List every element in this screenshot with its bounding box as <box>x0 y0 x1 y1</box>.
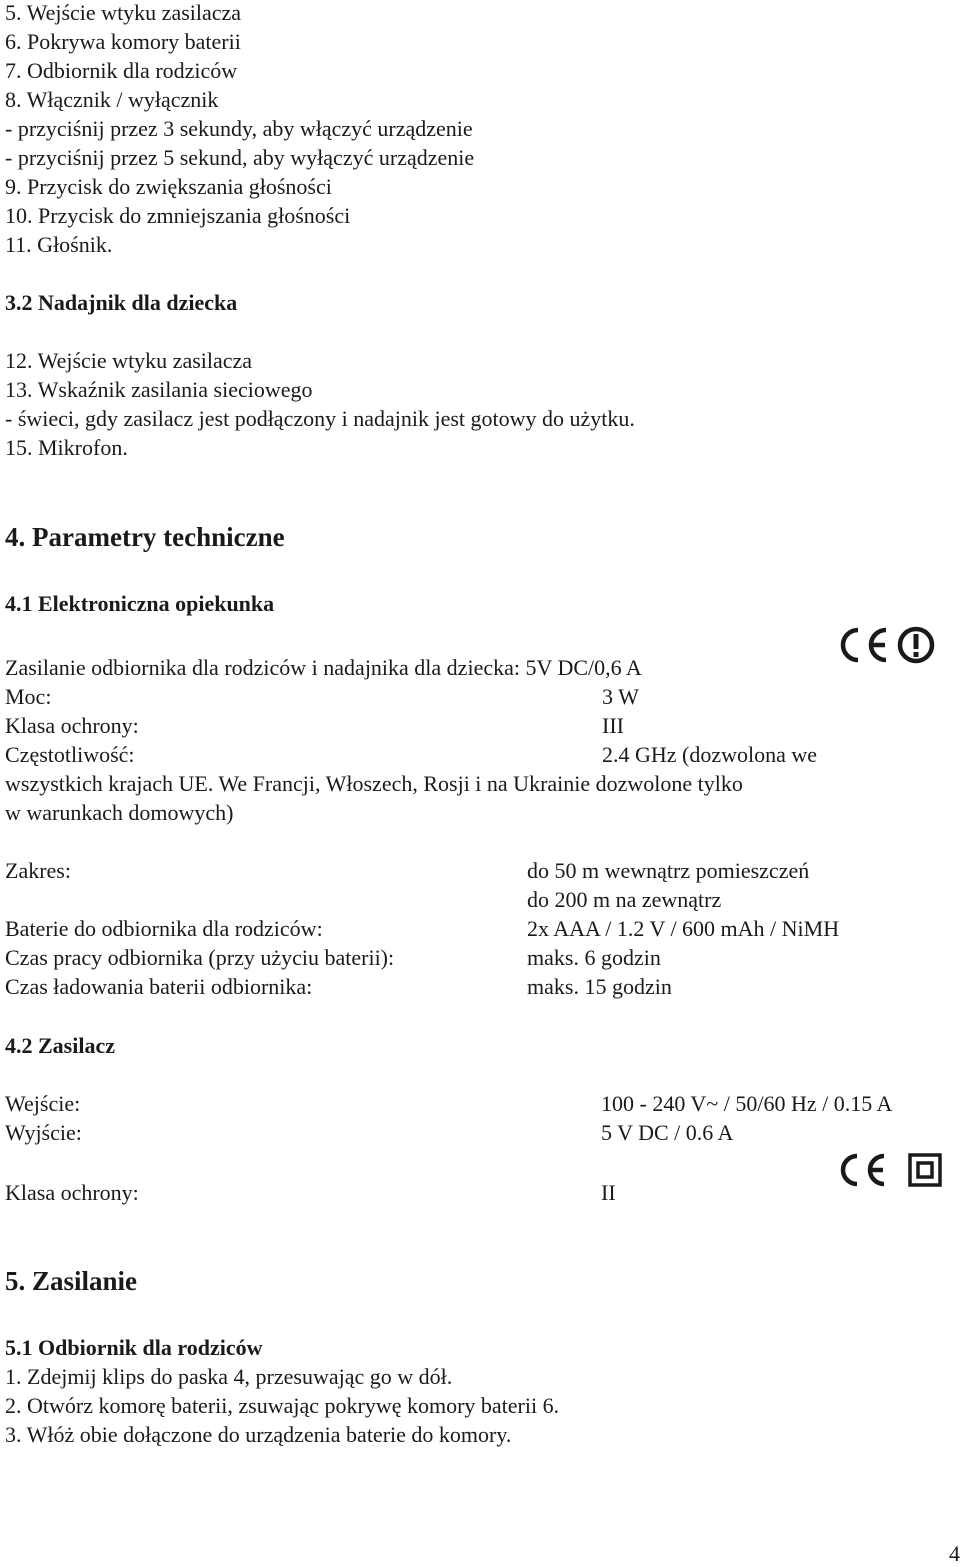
section-heading-4-1: 4.1 Elektroniczna opiekunka <box>5 591 275 616</box>
section-heading-3-2: 3.2 Nadajnik dla dziecka <box>5 290 238 315</box>
spec-label: Czas ładowania baterii odbiornika: <box>5 974 313 999</box>
spec-label: Wyjście: <box>5 1120 82 1145</box>
list-item: 7. Odbiornik dla rodziców <box>5 58 238 83</box>
spec-label: Klasa ochrony: <box>5 713 139 738</box>
spec-value: II <box>601 1180 616 1205</box>
supply-line: Zasilanie odbiornika dla rodziców i nadajnika dla dziecka: 5V DC/0,6 A <box>5 655 642 680</box>
list-item: 9. Przycisk do zwiększania głośności <box>5 174 332 199</box>
section-heading-5-1: 5.1 Odbiornik dla rodziców <box>5 1335 263 1360</box>
spec-continuation: w warunkach domowych) <box>5 800 234 825</box>
list-item: 10. Przycisk do zmniejszania głośności <box>5 203 351 228</box>
spec-label: Wejście: <box>5 1091 81 1116</box>
list-item: 1. Zdejmij klips do paska 4, przesuwając go w dół. <box>5 1364 453 1389</box>
list-item: 5. Wejście wtyku zasilacza <box>5 0 242 25</box>
list-item: 13. Wskaźnik zasilania sieciowego <box>5 377 313 402</box>
spec-value: do 50 m wewnątrz pomieszczeń <box>527 858 810 883</box>
spec-value: III <box>602 713 624 738</box>
spec-value: do 200 m na zewnątrz <box>527 887 722 912</box>
list-item: - przyciśnij przez 3 sekundy, aby włączyć urządzenie <box>5 116 473 141</box>
page-number: 4 <box>949 1541 960 1566</box>
list-item: 6. Pokrywa komory baterii <box>5 29 241 54</box>
section-heading-5: 5. Zasilanie <box>5 1266 138 1296</box>
list-item: - świeci, gdy zasilacz jest podłączony i nadajnik jest gotowy do użytku. <box>5 406 635 431</box>
spec-label: Klasa ochrony: <box>5 1180 139 1205</box>
list-item: - przyciśnij przez 5 sekund, aby wyłączyć urządzenie <box>5 145 475 170</box>
section-heading-4: 4. Parametry techniczne <box>5 522 285 552</box>
spec-value: 3 W <box>602 684 639 709</box>
spec-label: Czas pracy odbiornika (przy użyciu baterii): <box>5 945 395 970</box>
section-heading-4-2: 4.2 Zasilacz <box>5 1033 115 1058</box>
spec-label: Częstotliwość: <box>5 742 135 767</box>
list-item: 8. Włącznik / wyłącznik <box>5 87 219 112</box>
list-item: 3. Włóż obie dołączone do urządzenia baterie do komory. <box>5 1422 512 1447</box>
spec-value: 2x AAA / 1.2 V / 600 mAh / NiMH <box>527 916 840 941</box>
spec-label: Moc: <box>5 684 52 709</box>
spec-value: 2.4 GHz (dozwolona we <box>602 742 818 767</box>
list-item: 12. Wejście wtyku zasilacza <box>5 348 253 373</box>
spec-value: 100 - 240 V~ / 50/60 Hz / 0.15 A <box>601 1091 893 1116</box>
spec-value: 5 V DC / 0.6 A <box>601 1120 734 1145</box>
list-item: 15. Mikrofon. <box>5 435 128 460</box>
spec-value: maks. 15 godzin <box>527 974 672 999</box>
ce-class-ii-mark-icon <box>836 1152 944 1188</box>
spec-value: maks. 6 godzin <box>527 945 661 970</box>
spec-label: Baterie do odbiornika dla rodziców: <box>5 916 323 941</box>
list-item: 2. Otwórz komorę baterii, zsuwając pokrywę komory baterii 6. <box>5 1393 560 1418</box>
spec-label: Zakres: <box>5 858 71 883</box>
list-item: 11. Głośnik. <box>5 232 113 257</box>
spec-continuation: wszystkich krajach UE. We Francji, Włoszech, Rosji i na Ukrainie dozwolone tylko <box>5 771 743 796</box>
ce-alert-mark-icon <box>836 626 936 664</box>
